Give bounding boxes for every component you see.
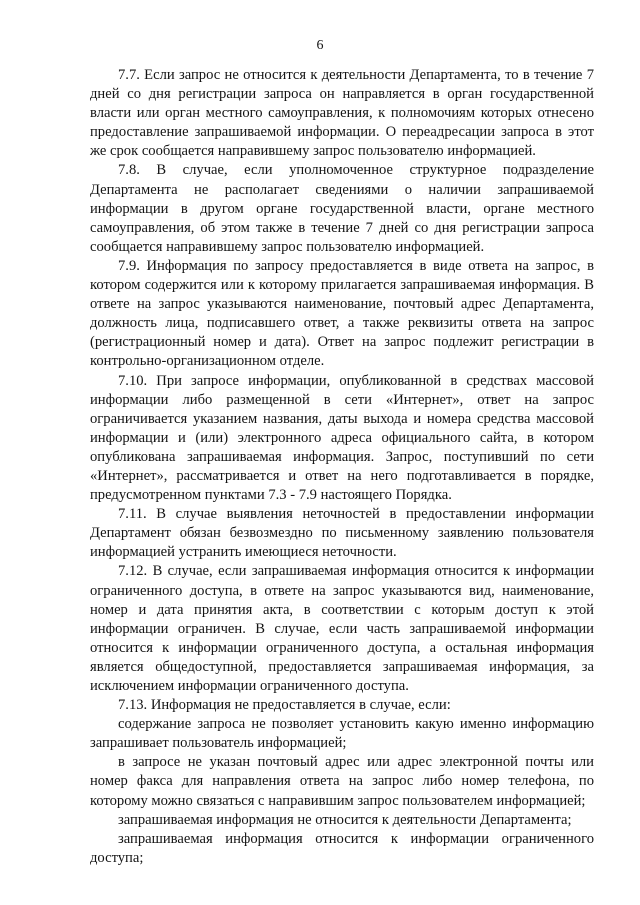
paragraph-7-12: 7.12. В случае, если запрашиваемая информация относится к информации ограниченного доступа, в ответе на запрос указываются вид, наименование, номер и дата принятия акта, в соответствии с которым доступ к этой информации ограничен. В случае, если часть запрашиваемой информации относится к информации ограниченного доступа, а остальная информация является общедоступной, предоставляется запрашиваемая информация, за исключением информации ограниченного доступа. xyxy=(90,563,594,694)
paragraph-7-9: 7.9. Информация по запросу предоставляется в виде ответа на запрос, в котором содержится или к которому прилагается запрашиваемая информация. В ответе на запрос указываются наименование, почтовый адрес Департамента, должность лица, подписавшего ответ, а также реквизиты ответа на запрос (регистрационный номер и дата). Ответ на запрос подлежит регистрации в контрольно-организационном отделе. xyxy=(90,257,594,370)
list-item: запрашиваемая информация не относится к деятельности Департамента; xyxy=(118,811,572,828)
document-body xyxy=(90,66,594,868)
paragraph-7-13: 7.13. Информация не предоставляется в случае, если: xyxy=(118,697,451,714)
page-number: 6 xyxy=(316,38,324,53)
list-item: в запросе не указан почтовый адрес или адрес электронной почты или номер факса для направления ответа на запрос либо номер телефона, по которому можно связаться с направившим запрос пользователем информацией; xyxy=(90,754,594,809)
paragraph-7-10: 7.10. При запросе информации, опубликованной в средствах массовой информации либо размещенной в сети «Интернет», ответ на запрос ограничивается указанием названия, даты выхода и номера средства массовой информации и (или) электронного адреса официального сайта, в котором опубликована запрашиваемая информация. Запрос, поступивший по сети «Интернет», рассматривается и ответ на него подготавливается в порядке, предусмотренном пунктами 7.3 - 7.9 настоящего Порядка. xyxy=(90,372,594,504)
list-item: запрашиваемая информация относится к информации ограниченного доступа; xyxy=(90,830,594,866)
paragraph-7-11: 7.11. В случае выявления неточностей в предоставлении информации Департамент обязан безвозмездно по письменному заявлению пользователя информацией устранить имеющиеся неточности. xyxy=(90,506,594,561)
paragraph-7-7: 7.7. Если запрос не относится к деятельности Департамента, то в течение 7 дней со дня регистрации запроса он направляется в орган государственной власти или орган местного самоуправления, к полномочиям которых отнесено предоставление запрашиваемой информации. О переадресации запроса в этот же срок сообщается направившему запрос пользователю информацией. xyxy=(90,67,594,160)
list-item: содержание запроса не позволяет установить какую именно информацию запрашивает пользователь информацией; xyxy=(90,716,594,752)
paragraph-7-8: 7.8. В случае, если уполномоченное структурное подразделение Департамента не располагает сведениями о наличии запрашиваемой информации в другом органе государственной власти, органе местного самоуправления, об этом также в течение 7 дней со дня регистрации запроса сообщается направившему запрос пользователю информацией. xyxy=(90,162,594,255)
